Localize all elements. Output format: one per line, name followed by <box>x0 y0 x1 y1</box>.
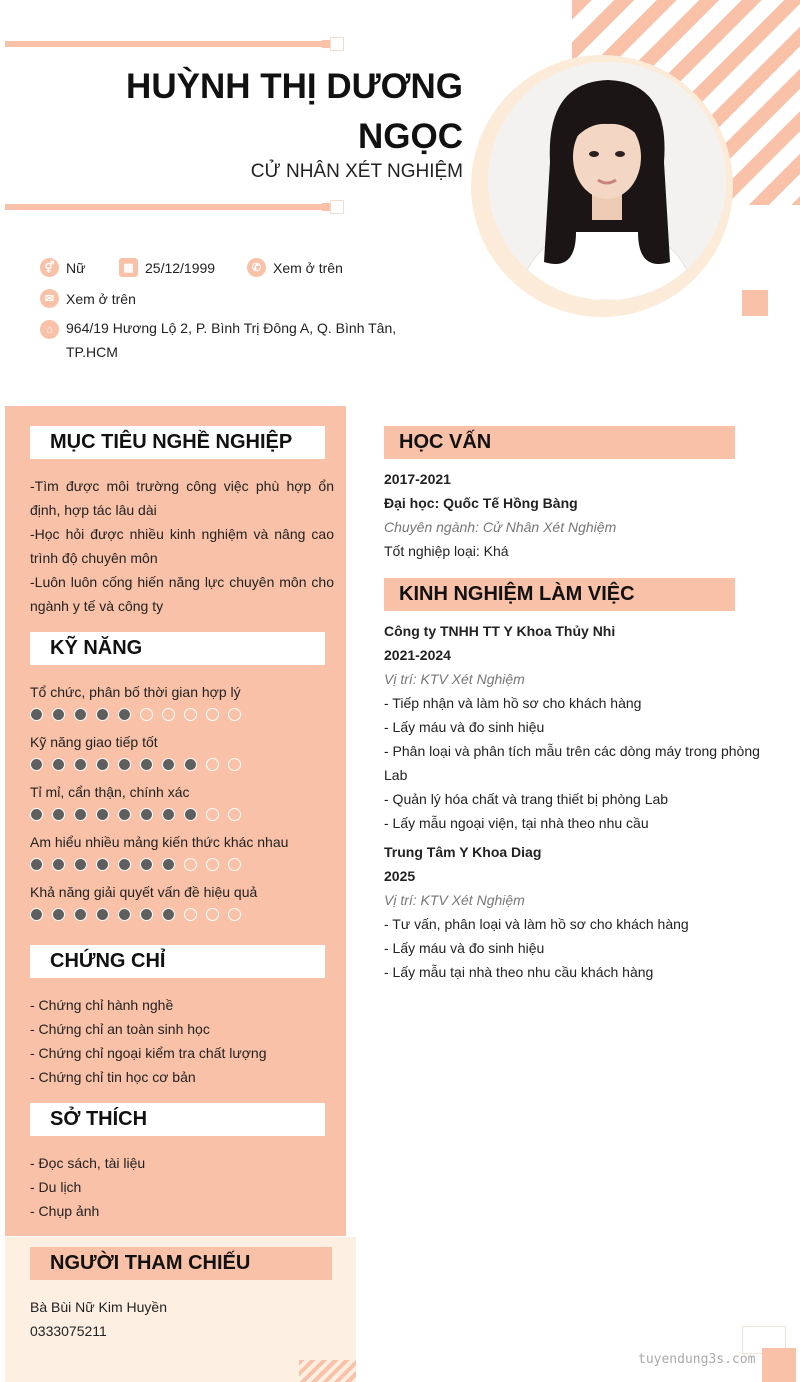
skill-label: Tổ chức, phân bố thời gian hợp lý <box>30 684 241 700</box>
rating-dot-filled <box>30 808 43 821</box>
rating-dot-empty <box>206 708 219 721</box>
job-duty: - Tư vấn, phân loại và làm hồ sơ cho khách hàng <box>384 916 689 932</box>
rating-dot-filled <box>30 858 43 871</box>
skill-label: Tỉ mỉ, cẩn thận, chính xác <box>30 784 190 800</box>
rating-dot-empty <box>184 858 197 871</box>
job-position: Vị trí: KTV Xét Nghiệm <box>384 892 525 908</box>
reference-name: Bà Bùi Nữ Kim Huyền <box>30 1299 167 1315</box>
objective-list <box>30 474 334 618</box>
education-heading: HỌC VẤN <box>384 426 735 459</box>
rating-dot-filled <box>162 808 175 821</box>
rating-dot-filled <box>74 908 87 921</box>
certificate-item: - Chứng chỉ an toàn sinh học <box>30 1021 210 1037</box>
skill-rating <box>30 758 241 771</box>
rating-dot-filled <box>96 708 109 721</box>
name-line-2: NGỌC <box>358 117 463 156</box>
contact-gender <box>40 258 85 277</box>
rating-dot-filled <box>184 808 197 821</box>
certificates-heading: CHỨNG CHỈ <box>30 945 325 978</box>
skill-rating <box>30 808 241 821</box>
birthday-text: 25/12/1999 <box>145 259 216 276</box>
contact-address <box>40 319 400 364</box>
rating-dot-filled <box>30 908 43 921</box>
rating-dot-filled <box>52 808 65 821</box>
objective-line: -Tìm được môi trường công việc phù hợp ổn định, hợp tác lâu dài <box>30 478 334 518</box>
contact-birthday <box>119 258 215 277</box>
phone-text: Xem ở trên <box>273 259 343 276</box>
certificates-list <box>30 993 334 1089</box>
hatch-decoration <box>299 1360 356 1382</box>
job-company: Công ty TNHH TT Y Khoa Thủy Nhi <box>384 623 616 639</box>
email-icon: ✉ <box>40 289 59 308</box>
rating-dot-empty <box>206 858 219 871</box>
divider-dot <box>322 203 330 211</box>
address-text: 964/19 Hương Lộ 2, P. Bình Trị Đông A, Q. Bình Tân, TP.HCM <box>66 320 397 360</box>
education-school: Đại học: Quốc Tế Hồng Bàng <box>384 495 578 511</box>
rating-dot-filled <box>140 908 153 921</box>
divider-dot <box>322 40 330 48</box>
job-duty: - Lấy mẫu tại nhà theo nhu cầu khách hàng <box>384 964 654 980</box>
rating-dot-filled <box>140 758 153 771</box>
rating-dot-empty <box>206 908 219 921</box>
rating-dot-filled <box>96 808 109 821</box>
job-company: Trung Tâm Y Khoa Diag <box>384 844 542 860</box>
experience-job-2 <box>384 840 774 984</box>
rating-dot-empty <box>140 708 153 721</box>
hobby-item: - Đọc sách, tài liệu <box>30 1155 146 1171</box>
job-position: Vị trí: KTV Xét Nghiệm <box>384 671 525 687</box>
phone-icon: ✆ <box>247 258 266 277</box>
hobby-item: - Chụp ảnh <box>30 1203 100 1219</box>
rating-dot-filled <box>184 758 197 771</box>
contact-phone <box>247 258 343 277</box>
education-years: 2017-2021 <box>384 471 451 487</box>
rating-dot-empty <box>228 708 241 721</box>
profile-photo <box>488 62 726 300</box>
experience-job-1 <box>384 619 774 835</box>
rating-dot-filled <box>140 808 153 821</box>
rating-dot-filled <box>96 908 109 921</box>
rating-dot-empty <box>162 708 175 721</box>
certificate-item: - Chứng chỉ hành nghề <box>30 997 174 1013</box>
job-duty: - Lấy mẫu ngoại viện, tại nhà theo nhu cầu <box>384 815 649 831</box>
bottom-divider-line <box>5 204 330 210</box>
rating-dot-filled <box>74 808 87 821</box>
job-duty: - Lấy máu và đo sinh hiệu <box>384 940 545 956</box>
skill-rating <box>30 708 241 721</box>
rating-dot-filled <box>30 758 43 771</box>
rating-dot-filled <box>52 758 65 771</box>
job-duty: - Lấy máu và đo sinh hiệu <box>384 719 545 735</box>
objective-line: -Học hỏi được nhiều kinh nghiệm và nâng cao trình độ chuyên môn <box>30 526 334 566</box>
rating-dot-filled <box>118 858 131 871</box>
rating-dot-filled <box>74 758 87 771</box>
name-line-1: HUỲNH THỊ DƯƠNG <box>126 67 463 106</box>
reference-details <box>30 1295 167 1343</box>
divider-cap <box>330 200 344 214</box>
rating-dot-empty <box>228 858 241 871</box>
skill-label: Am hiểu nhiều mảng kiến thức khác nhau <box>30 834 289 850</box>
rating-dot-empty <box>228 908 241 921</box>
rating-dot-filled <box>52 908 65 921</box>
calendar-icon: ▦ <box>119 258 138 277</box>
rating-dot-empty <box>184 708 197 721</box>
certificate-item: - Chứng chỉ tin học cơ bản <box>30 1069 196 1085</box>
rating-dot-empty <box>206 758 219 771</box>
skill-label: Khả năng giải quyết vấn đề hiệu quả <box>30 884 258 900</box>
job-duty: - Phân loại và phân tích mẫu trên các dòng máy trong phòng Lab <box>384 743 760 783</box>
job-duty: - Tiếp nhận và làm hồ sơ cho khách hàng <box>384 695 642 711</box>
email-text: Xem ở trên <box>66 290 136 307</box>
rating-dot-empty <box>228 808 241 821</box>
hobbies-list <box>30 1151 334 1223</box>
corner-square <box>762 1348 796 1382</box>
rating-dot-empty <box>184 908 197 921</box>
decor-square <box>742 290 768 316</box>
rating-dot-filled <box>162 858 175 871</box>
rating-dot-filled <box>118 908 131 921</box>
rating-dot-empty <box>228 758 241 771</box>
rating-dot-filled <box>74 858 87 871</box>
objective-line: -Luôn luôn cống hiến năng lực chuyên môn cho ngành y tế và công ty <box>30 574 334 614</box>
watermark: tuyendung3s.com <box>638 1352 756 1367</box>
rating-dot-filled <box>52 858 65 871</box>
skills-heading: KỸ NĂNG <box>30 632 325 665</box>
gender-icon: ⚥ <box>40 258 59 277</box>
skill-rating <box>30 908 241 921</box>
hobbies-heading: SỞ THÍCH <box>30 1103 325 1136</box>
rating-dot-filled <box>96 858 109 871</box>
reference-phone: 0333075211 <box>30 1323 107 1339</box>
rating-dot-filled <box>162 908 175 921</box>
rating-dot-filled <box>52 708 65 721</box>
experience-heading: KINH NGHIỆM LÀM VIỆC <box>384 578 735 611</box>
rating-dot-filled <box>96 758 109 771</box>
education-details <box>384 467 774 563</box>
skill-rating <box>30 858 241 871</box>
job-period: 2025 <box>384 868 416 884</box>
rating-dot-filled <box>162 758 175 771</box>
home-icon: ⌂ <box>40 320 59 339</box>
top-divider-line <box>5 41 330 47</box>
job-title: CỬ NHÂN XÉT NGHIỆM <box>250 161 463 182</box>
rating-dot-empty <box>206 808 219 821</box>
rating-dot-filled <box>118 808 131 821</box>
gender-text: Nữ <box>66 259 86 276</box>
rating-dot-filled <box>118 758 131 771</box>
skill-label: Kỹ năng giao tiếp tốt <box>30 734 158 750</box>
contact-email <box>40 289 136 308</box>
job-period: 2021-2024 <box>384 647 451 663</box>
education-grade: Tốt nghiệp loại: Khá <box>384 543 509 559</box>
education-major: Chuyên ngành: Cử Nhân Xét Nghiệm <box>384 519 617 535</box>
rating-dot-filled <box>74 708 87 721</box>
hobby-item: - Du lịch <box>30 1179 82 1195</box>
rating-dot-filled <box>30 708 43 721</box>
objective-heading: MỤC TIÊU NGHỀ NGHIỆP <box>30 426 325 459</box>
reference-heading: NGƯỜI THAM CHIẾU <box>30 1247 332 1280</box>
rating-dot-filled <box>140 858 153 871</box>
certificate-item: - Chứng chỉ ngoại kiểm tra chất lượng <box>30 1045 267 1061</box>
candidate-name <box>43 62 463 162</box>
rating-dot-filled <box>118 708 131 721</box>
job-duty: - Quản lý hóa chất và trang thiết bị phòng Lab <box>384 791 669 807</box>
divider-cap <box>330 37 344 51</box>
